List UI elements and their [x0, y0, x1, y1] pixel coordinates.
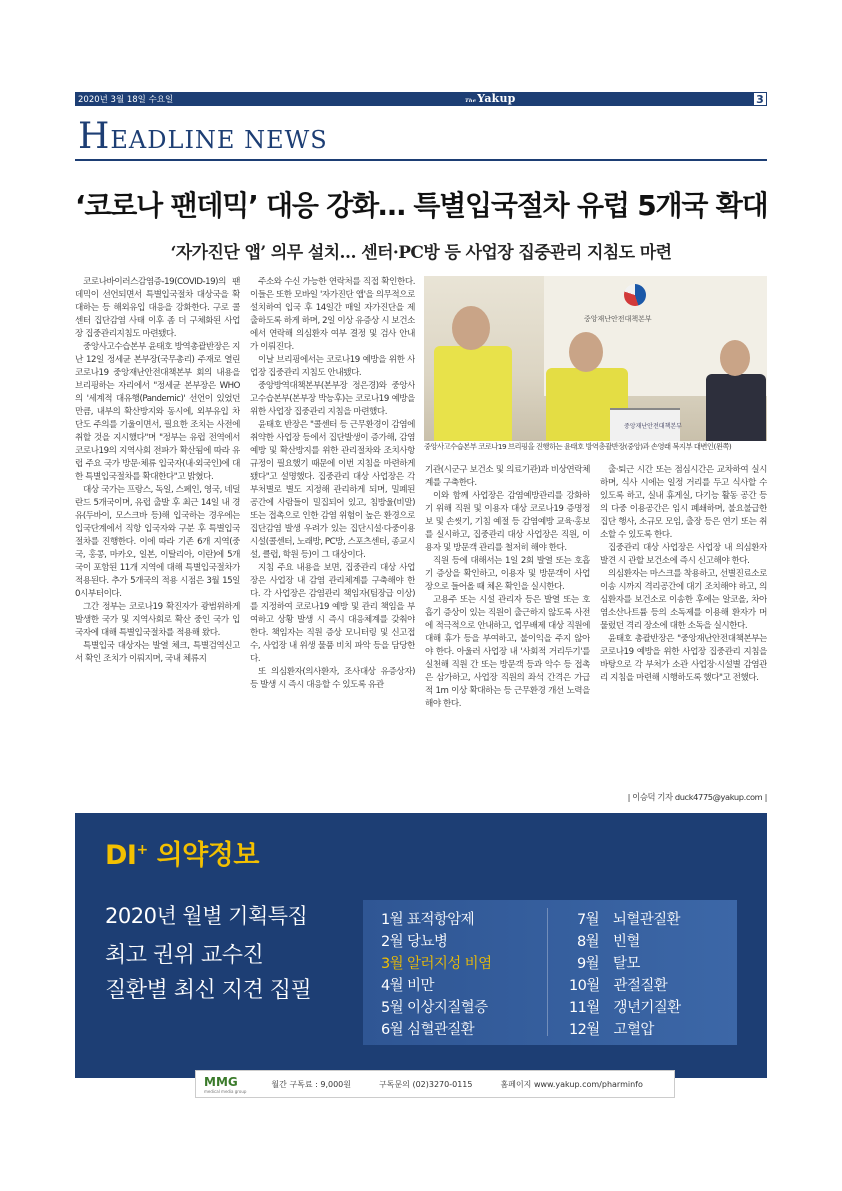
section-title: [78, 116, 328, 157]
headline: ‘코로나 팬데믹’ 대응 강화… 특별입국절차 유럽 5개국 확대: [75, 189, 768, 222]
person-left: [434, 346, 512, 441]
byline: | 이승덕 기자 duck4775@yakup.com |: [627, 792, 767, 802]
section-rest: EADLINE NEWS: [110, 126, 328, 154]
ad-title-2: 최고 권위 교수진: [105, 943, 264, 968]
person-right: [706, 374, 766, 441]
month-item: 8월 빈혈: [577, 934, 640, 950]
advertisement: [75, 813, 767, 1078]
paragraph: 특별입국 대상자는 발열 체크, 특별검역신고서 확인 조치가 이뤄지며, 국내 체류지: [75, 641, 240, 664]
person-left-head: [452, 306, 490, 350]
top-bar: [75, 92, 767, 106]
article-column-1: [75, 276, 240, 792]
person-center-head: [569, 332, 603, 372]
subscription-contact: 구독문의 (02)3270-0115: [379, 1079, 473, 1089]
month-item: 2월 당뇨병: [381, 934, 448, 950]
podium-text: 중앙재난안전대책본부: [624, 423, 682, 430]
paragraph: 윤태호 반장은 "콜센터 등 근무환경이 감염에 취약한 사업장 등에서 집단발생이 증가해, 감염 예방 및 확산방지를 위한 관리절차와 조치사항 규정이 필요했기 때문에 이번 지침을 마련하게 됐다"고 설명했다. 집중관리 대상 사업장은 각 부처별로 별도 지정해 관리하게 되며, 밀폐된 공간에 사람들이 밀집되어 있고, 침방울(비말) 또는 접촉으로 인한 감염 위험이 높은 환경으로 집단감염 발생 우려가 있는 집단시설·다중이용시설(콜센터, 노래방, PC방, 스포츠센터, 종교시설, 클럽, 학원 등)이 그 대상이다.: [250, 420, 415, 560]
paragraph: 대상 국가는 프랑스, 독일, 스페인, 영국, 네덜란드 5개국이며, 유럽 출발 후 최근 14일 내 경유(두바이, 모스크바 등)해 입국하는 경우에는 입국단계에서 직항 입국자와 구분 후 특별입국절차를 진행한다. 이에 따라 기존 6개 지역(중국, 홍콩, 마카오, 일본, 이탈리아, 이란)에 5개국이 포함된 11개 지역에 대해 특별입국절차가 적용된다. 추가 5개국의 적용 시점은 3월 15일 0시부터이다.: [75, 485, 240, 599]
briefing-photo: [424, 276, 767, 441]
subscription-price: 월간 구독료 : 9,000원: [271, 1079, 351, 1089]
article-column-3: [425, 464, 590, 792]
month-item-highlight: 3월 알러지성 비염: [381, 956, 492, 972]
month-item: 1월 표적항암제: [381, 912, 475, 928]
mmg-logo-text: MMG: [204, 1074, 238, 1089]
month-item: 6월 심혈관질환: [381, 1022, 475, 1038]
paragraph: 직원 등에 대해서는 1일 2회 발열 또는 호흡기 증상을 확인하고, 이용자 및 방문객이 사업장으로 들어올 때 체온 확인을 실시한다.: [425, 556, 590, 592]
paragraph: 코로나바이러스감염증-19(COVID-19)의 팬데믹이 선언되면서 특별입국절차 대상국을 확대하는 등 해외유입 대응을 강화한다. 구로 콜센터 집단감염 사태 이후 좀 더 구체화된 사업장 집중관리지침도 마련됐다.: [75, 277, 240, 339]
backdrop-text: 중앙재난안전대책본부: [584, 315, 652, 323]
mmg-logo: [204, 1075, 246, 1094]
section-first-letter: H: [78, 116, 111, 157]
paragraph: 고용주 또는 시설 관리자 등은 발열 또는 호흡기 증상이 있는 직원이 출근하지 않도록 사전에 적극적으로 안내하고, 업무배제 대상 직원에 대해 휴가 등을 부여하고, 불이익을 주지 않아야 한다. 아울러 사업장 내 '사회적 거리두기'를 실천해 직원 간 또는 방문객 등과 악수 등 접촉은 삼가하고, 사업장 직원의 좌석 간격은 가급적 1m 이상 확대하는 등 근무환경 개선 노력을 해야 한다.: [425, 595, 590, 709]
page-number: 3: [753, 92, 767, 106]
paragraph: 이날 브리핑에서는 코로나19 예방을 위한 사업장 집중관리 지침도 안내됐다.: [250, 355, 415, 378]
ad-footer: [195, 1070, 675, 1098]
paragraph: 그간 정부는 코로나19 확진자가 광범위하게 발생한 국가 및 지역사회로 확산 중인 국가 입국자에 대해 특별입국절차를 적용해 왔다.: [75, 602, 240, 638]
ad-brand: [105, 833, 259, 872]
ad-title-3: 질환별 최신 지견 집필: [105, 978, 312, 1003]
issue-date: 2020년 3월 18일 수요일: [78, 95, 174, 105]
article-column-2: [250, 276, 415, 792]
paragraph: 윤태호 총괄반장은 "중앙재난안전대책본부는 코로나19 예방을 위한 사업장 집중관리 지침을 바탕으로 각 부처가 소관 사업장·시설별 감염관리 지침을 마련해 시행하도록 했다"고 전했다.: [600, 634, 767, 683]
month-item: 9월 탈모: [577, 956, 640, 972]
month-item: 4월 비만: [381, 978, 434, 994]
month-item: 5월 이상지질혈증: [381, 1000, 488, 1016]
paragraph: 집중관리 대상 사업장은 사업장 내 의심환자 발견 시 관할 보건소에 즉시 신고해야 한다.: [600, 543, 767, 566]
kdca-logo-icon: [624, 284, 646, 306]
month-item: 12월 고혈압: [569, 1022, 654, 1038]
paragraph: 기관(시군구 보건소 및 의료기관)과 비상연락체계를 구축한다.: [425, 465, 590, 488]
paragraph: 지침 주요 내용을 보면, 집중관리 대상 사업장은 사업장 내 감염 관리체계를 구축해야 한다. 각 사업장은 감염관리 책임자(팀장급 이상)를 지정하여 코로나19 예방 및 관리 책임을 부여하고 상황 발생 시 즉시 대응체계를 갖춰야 한다. 책임자는 직원 증상 모니터링 및 신고접수, 사업장 내 위생 물품 비치 파악 등을 담당한다.: [250, 563, 415, 664]
paragraph: 또 의심환자(의사환자, 조사대상 유증상자) 등 발생 시 즉시 대응할 수 있도록 유관: [250, 667, 415, 690]
ad-title-1: 2020년 월별 기획특집: [105, 904, 308, 928]
paragraph: 중앙사고수습본부 윤태호 방역총괄반장은 지난 12일 정세균 본부장(국무총리) 주재로 열린 코로나19 중앙재난안전대책본부 회의 내용을 브리핑하는 자리에서 "정세균 본부장은 WHO의 '세계적 대유행(Pandemic)' 선언이 있었던 만큼, 내부의 확산방지와 동시에, 외부유입 차단도 주의를 기울이면서, 필요한 조치는 사전에 취할 것을 지시했다"며 "정부는 유럽 전역에서 코로나19의 지역사회 전파가 확산됨에 따라 유럽 주요 국가 방문·체류 입국자(내·외국인)에 대한 특별입국절차를 확대한다"고 밝혔다.: [75, 342, 240, 482]
brand-plus: +: [136, 842, 148, 858]
paragraph: 의심환자는 마스크를 착용하고, 선별진료소로 이송 시까지 격리공간에 대기 조치해야 하고, 의심환자를 보건소로 이송한 후에는 알코올, 차아염소산나트륨 등의 소독제를 이용해 환자가 머물렀던 격리 장소에 대한 소독을 실시한다.: [600, 569, 767, 631]
section-rule: [75, 159, 767, 161]
logo-yakup: Yakup: [477, 92, 516, 105]
subheadline: ‘자가진단 앱’ 의무 설치… 센터·PC방 등 사업장 집중관리 지침도 마련: [170, 243, 672, 263]
masthead-logo: [465, 92, 516, 105]
homepage-link[interactable]: 홈페이지 www.yakup.com/pharminfo: [500, 1079, 643, 1089]
months-divider: [547, 908, 548, 1036]
brand-di: DI: [105, 840, 137, 871]
monthly-topics-box: [363, 900, 737, 1045]
paragraph: 중앙방역대책본부(본부장 정은경)와 중앙사고수습본부(본부장 박능후)는 코로나19 예방을 위한 사업장 집중관리 지침을 마련했다.: [250, 381, 415, 417]
brand-rest: 의약정보: [147, 840, 259, 871]
paragraph: 이와 함께 사업장은 감염예방관리를 강화하기 위해 직원 및 이용자 대상 코로나19 증명정보 및 손씻기, 기침 예절 등 감염예방 교육·홍보를 실시하고, 집중관리 대상 사업장은 직원, 이용자 및 방문객 관리를 철저히 해야 한다.: [425, 491, 590, 553]
paragraph: 출·퇴근 시간 또는 점심시간은 교차하여 실시하며, 식사 시에는 일정 거리를 두고 식사할 수 있도록 하고, 실내 휴게실, 다기능 활동 공간 등의 다중 이용공간은 임시 폐쇄하며, 불요불급한 집단 행사, 소규모 모임, 출장 등은 연기 또는 취소할 수 있도록 한다.: [600, 465, 767, 540]
month-item: 11월 갱년기질환: [569, 1000, 681, 1016]
photo-caption: 중앙사고수습본부 코로나19 브리핑을 진행하는 윤태호 방역총괄반장(중앙)과 손영래 복지부 대변인(왼쪽): [424, 442, 732, 451]
logo-the: The: [465, 98, 477, 104]
paragraph: 주소와 수신 가능한 연락처를 직접 확인한다. 이들은 또한 모바일 '자가진단 앱'을 의무적으로 설치하여 입국 후 14일간 매일 자가진단을 제출하도록 하게 하며, 2일 이상 유증상 시 보건소에서 연락해 의심환자 여부 결정 및 검사 안내가 이뤄진다.: [250, 277, 415, 352]
person-right-head: [720, 340, 750, 376]
mmg-logo-sub: medical media group: [204, 1088, 247, 1094]
month-item: 7월 뇌혈관질환: [577, 912, 680, 928]
month-item: 10월 관절질환: [569, 978, 668, 994]
article-column-4: [600, 464, 767, 792]
